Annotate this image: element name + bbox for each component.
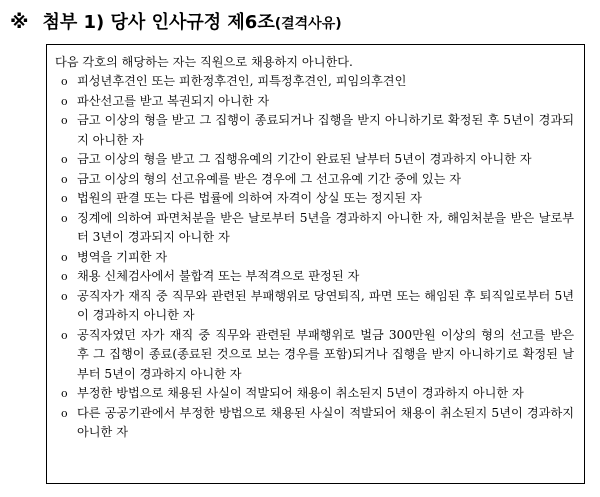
list-item-text: 병역을 기피한 자 <box>77 249 168 264</box>
document-heading <box>10 8 342 36</box>
list-item-text: 공직자였던 자가 재직 중 직무와 관련된 부패행위로 벌금 300만원 이상의 형의 선고를 받은 후 그 집행이 종료(종료된 것으로 보는 경우를 포함)되거나 집행을 받지 아니하기로 확정된 날부터 5년이 경과하지 아니한 자 <box>77 327 574 381</box>
list-item-text: 금고 이상의 형을 받고 그 집행유예의 기간이 완료된 날부터 5년이 경과하지 아니한 자 <box>77 152 532 166</box>
list-item <box>55 150 574 170</box>
list-item <box>55 170 574 190</box>
disqualification-box <box>46 44 585 484</box>
intro-text: 다음 각호의 해당하는 자는 직원으로 채용하지 아니한다. <box>55 55 353 69</box>
list-item-text: 금고 이상의 형을 받고 그 집행이 종료되거나 집행을 받지 아니하기로 확정된 후 5년이 경과되지 아니한 자 <box>77 113 574 147</box>
bullet-icon: o <box>61 406 68 420</box>
list-item-text: 부정한 방법으로 채용된 사실이 적발되어 채용이 취소된지 5년이 경과하지 아니한 자 <box>77 386 524 400</box>
list-item-text: 법원의 판결 또는 다른 법률에 의하여 자격이 상실 또는 정지된 자 <box>77 191 422 205</box>
bullet-icon: o <box>61 387 68 400</box>
bullet-icon: o <box>61 270 68 283</box>
list-item-text: 징계에 의하여 파면처분을 받은 날로부터 5년을 경과하지 아니한 자, 해임처분을 받은 날로부터 3년이 경과되지 아니한 자 <box>77 210 574 244</box>
list-item <box>55 287 574 326</box>
bullet-icon: o <box>61 114 68 127</box>
bullet-icon: o <box>61 153 68 166</box>
list-item <box>55 111 574 150</box>
disqualification-list <box>55 72 574 443</box>
list-item <box>55 404 574 443</box>
list-item <box>55 267 574 287</box>
list-item <box>55 209 574 248</box>
list-item-text: 다른 공공기관에서 부정한 방법으로 채용된 사실이 적발되어 채용이 취소된지 5년이 경과하지 아니한 자 <box>77 405 574 439</box>
list-item-text: 파산선고를 받고 복권되지 아니한 자 <box>77 93 270 108</box>
list-item <box>55 326 574 385</box>
bullet-icon: o <box>61 211 68 225</box>
list-item-text: 채용 신체검사에서 불합격 또는 부적격으로 판정된 자 <box>77 269 360 283</box>
list-item-text: 공직자가 재직 중 직무와 관련된 부패행위로 당연퇴직, 파면 또는 해임된 후 퇴직일로부터 5년이 경과하지 아니한 자 <box>77 288 574 322</box>
bullet-icon: o <box>61 328 68 342</box>
list-item <box>55 72 574 92</box>
reference-mark: ※ <box>10 11 29 33</box>
heading-title: 첨부 1) 당사 인사규정 제6조 <box>42 12 275 33</box>
list-item-text: 피성년후견인 또는 피한정후견인, 피특정후견인, 피임의후견인 <box>77 74 407 88</box>
list-item <box>55 248 574 268</box>
bullet-icon: o <box>61 75 68 88</box>
bullet-icon: o <box>61 172 68 186</box>
bullet-icon: o <box>61 289 68 303</box>
list-item <box>55 384 574 404</box>
bullet-icon: o <box>61 192 68 205</box>
bullet-icon: o <box>61 94 68 108</box>
list-item-text: 금고 이상의 형의 선고유예를 받은 경우에 그 선고유예 기간 중에 있는 자 <box>77 171 462 186</box>
list-item <box>55 189 574 209</box>
heading-subtitle: (결격사유) <box>274 16 342 32</box>
bullet-icon: o <box>61 250 68 264</box>
list-item <box>55 92 574 112</box>
